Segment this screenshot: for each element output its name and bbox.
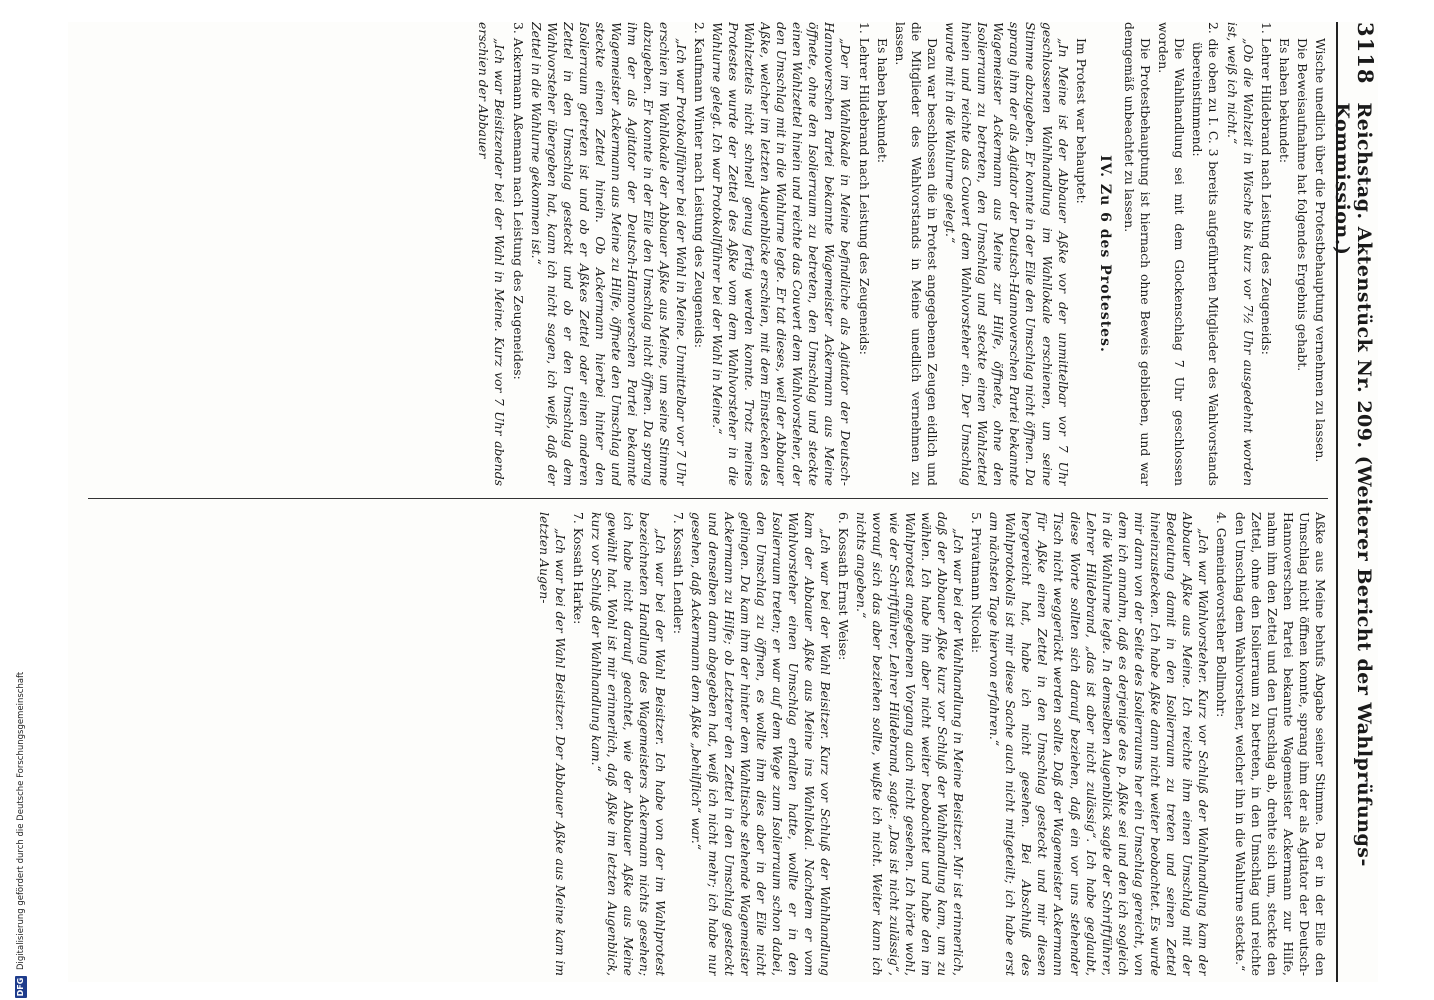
paragraph: Die Protestbehauptung ist hiernach ohne Beweis geblieben, und war demgemäß unbeachtet zu lassen. bbox=[1121, 22, 1154, 486]
section-heading: IV. Zu 6 des Protestes. bbox=[1096, 155, 1113, 353]
numbered-item: 5. Privatmann Nicolai: bbox=[969, 512, 985, 654]
right-column bbox=[78, 512, 1328, 976]
dfg-logo-icon: DFG bbox=[16, 977, 25, 997]
numbered-item: 2. die oben zu I. C. 3 bereits aufgeführten Mitglieder des Wahlvorstands übereinstimmend: bbox=[1190, 22, 1222, 486]
paragraph: Es haben bekundet: bbox=[1276, 38, 1292, 164]
numbered-item: 6. Kossath Ernst Weise: bbox=[836, 512, 852, 661]
quote: „Ich war bei der Wahl Beisitzer. Kurz vor Schluß der Wahlhandlung kam der Abbauer Aßke aus Meine ins Wahllokal. Nachdem er vom Wahlvorsteher einen Umschlag erhalten hatte, wollte er in den Isolierraum treten; er war auf dem Wege zum Isolierraum schon dabei, den Umschlag zu öffnen, es wollte ihm dies aber in der Eile nicht gelingen. Da kam ihm der hinter dem Wahltische stehende Wagemeister Ackermann zu Hilfe; ob Letzterer den Zettel in den Umschlag gesteckt und denselben dann abgegeben hat, weiß ich nicht mehr; ich habe nur gesehen, daß Ackermann dem Aßke „behilflich“ war.“ bbox=[689, 512, 834, 976]
quote: „Ich war bei der Wahl Beisitzer. Ich habe von der im Wahlprotest bezeichneten Handlung des Wagemeisters Ackermann nichts gesehen; ich habe nicht darauf geachtet, wie der Abbauer Aßke aus Meine gewählt hat. Wohl ist mir erinnerlich, daß Aßke im letzten Augenblick, kurz vor Schluß der Wahlhandlung kam.“ bbox=[588, 512, 669, 976]
numbered-item: 7. Kossath Harke: bbox=[570, 512, 586, 625]
numbered-item: 4. Gemeindevorsteher Bollmohr: bbox=[1214, 512, 1230, 718]
numbered-item: 1. Lehrer Hildebrand nach Leistung des Zeugeneids: bbox=[1258, 22, 1274, 355]
numbered-item: 1. Lehrer Hildebrand nach Leistung des Zeugeneids: bbox=[856, 22, 872, 355]
column-divider bbox=[88, 498, 1328, 499]
quote: „Ich war Beisitzender bei der Wahl in Meine. Kurz vor 7 Uhr abends erschien der Abbauer bbox=[476, 22, 508, 486]
paragraph: Dazu war beschlossen die in Protest angegebenen Zeugen eidlich und die Mitglieder des Wahlvorstands in Meine unedlich vernehmen zu lassen. bbox=[892, 22, 940, 486]
numbered-item: 7. Kossath Lendler: bbox=[671, 512, 687, 635]
page-title: Reichstag. Aktenstück Nr. 209. (Weiterer Bericht der Wahlprüfungs-Kommission.) bbox=[1331, 102, 1375, 867]
page-number: 3118 bbox=[1353, 22, 1378, 85]
paragraph: Die Beweisaufnahme hat folgendes Ergebnis gehabt. bbox=[1294, 38, 1310, 372]
paragraph: Die Wahlhandlung sei mit dem Glockenschlag 7 Uhr geschlossen worden. bbox=[1156, 22, 1188, 486]
document-page bbox=[68, 22, 1378, 982]
quote: „Der im Wahllokale in Meine befindliche als Agitator der Deutsch-Hannoverschen Partei bekannte Wagemeister Ackermann aus Meine öffnete, ohne den Isolierraum zu betreten, den Umschlag und steckte einen Wahlzettel hinein und reichte das Couvert dem Wahlvorsteher, der den Umschlag mit in die Wahlurne legte. Er tat dieses, weil der Abbauer Aßke, welcher im letzten Augenblicke erschien, mit dem Einstecken des Wahlzettels nicht schnell genug fertig werden konnte. Trotz meines Protestes wurde der Zettel des Aßke vom dem Wahlvorsteher in die Wahlurne gelegt. Ich war Protokollführer bei der Wahl in Meine.“ bbox=[709, 22, 854, 486]
quote: „In Meine ist der Abbauer Aßke vor der unmittelbar vor 7 Uhr geschlossenen Wahlhandlung im Wahllokale erschienen, um seine Stimme abzugeben. Er konnte in der Eile den Umschlag nicht öffnen. Da sprang ihm der als Agitator der Deutsch-Hannoverschen Partei bekannte Wagemeister Ackermann aus Meine zur Hilfe, öffnete, ohne den Isolierraum zu betreten, den Umschlag und steckte einen Wahlzettel hinein und reichte das Couvert dem Wahlvorsteher ein. Der Umschlag wurde mit in die Wahlurne gelegt.“ bbox=[943, 22, 1071, 486]
quote: „Ich war Wahlvorsteher. Kurz vor Schluß der Wahlhandlung kam der Abbauer Aßke aus Meine. Ich reichte ihm einen Umschlag mit der Bedeutung damit in den Isolierraum zu treten und seinen Zettel hineinzustecken. Ich habe Aßke dann nicht weiter beobachtet. Es wurde mir dann von der Seite des Isolierraums her ein Umschlag gereicht, von dem ich annahm, daß es derjenige des p. Aßke sei und den ich sogleich in die Wahlurne legte. In demselben Augenblick sagte der Schriftführer, Lehrer Hildebrand, „das ist aber nicht zulässig“. Ich habe geglaubt, diese Worte sollten sich darauf beziehen, daß ein vor uns stehender Tisch nicht weggerückt werden sollte. Daß der Wagemeister Ackermann für Aßke einen Zettel in den Umschlag gesteckt und mir diesen hergereicht hat, habe ich nicht gesehen. Bei Abschluß des Wahlprotokolls ist mir diese Sache auch nicht mitgeteilt; ich habe erst am nächsten Tage hiervon erfahren.“ bbox=[987, 512, 1212, 976]
quote: „Ich war Protokollführer bei der Wahl in Meine. Unmittelbar vor 7 Uhr erschien im Wahllokale der Abbauer Aßke aus Meine, um seine Stimme abzugeben. Er konnte in der Eile den Umschlag nicht öffnen. Da sprang ihm der als Agitator der Deutsch-Hannoverschen Partei bekannte Wagemeister Ackermann aus Meine zu Hilfe, öffnete den Umschlag und steckte einen Zettel hinein. Ob Ackermann hierbei hinter den Isolierraum getreten ist und ob er Aßkes Zettel oder einen anderen Zettel in den Umschlag gesteckt und ob er den Umschlag dem Wahlvorsteher übergeben hat, kann ich nicht sagen, ich weiß, daß der Zettel in die Wahlurne gekommen ist.“ bbox=[528, 22, 689, 486]
paragraph: Es haben bekundet: bbox=[874, 38, 890, 164]
quote: „Ob die Wahlzeit in Wische bis kurz vor 7½ Uhr ausgedehnt worden ist, weiß ich nicht.“ bbox=[1224, 22, 1256, 486]
paragraph: Aßke aus Meine behufs Abgabe seiner Stimme. Da er in der Eile den Umschlag nicht öffnen konnte, sprang ihm der als Agitator der Deutsch-Hannoverschen Partei bekannte Wagemeister Ackermann zur Hilfe, nahm ihm den Zettel und den Umschlag ab, drehte sich um, steckte den Zettel, ohne den Isolierraum zu betreten, in den Umschlag und reichte den Umschlag dem Wahlvorsteher, welcher ihn in die Wahlurne steckte.“ bbox=[1232, 512, 1328, 976]
left-column bbox=[78, 22, 1328, 486]
footer-text: Digitalisierung gefördert durch die Deutsche Forschungsgemeinschaft bbox=[16, 671, 26, 970]
quote: „Ich war bei der Wahl Beisitzer. Der Abbauer Aßke aus Meine kam im letzten Augen- bbox=[536, 512, 568, 976]
quote: „Ich war bei der Wahlhandlung in Meine Beisitzer. Mir ist erinnerlich, daß der Abbauer Aßke kurz vor Schluß der Wahlhandlung kam, um zu wählen. Ich habe ihn aber nicht weiter beobachtet und habe den im Wahlprotest angegebenen Vorgang auch nicht gesehen. Ich hörte wohl, wie der Schriftführer, Lehrer Hildebrand, sagte: „Das ist nicht zulässig“, worauf sich das aber beziehen sollte, wußte ich nicht. Weiter kann ich nichts angeben.“ bbox=[854, 512, 966, 976]
numbered-item: 3. Ackermann Aßemann nach Leistung des Zeugeneides: bbox=[510, 22, 526, 380]
numbered-item: 2. Kaufmann Winter nach Leistung des Zeugeneids: bbox=[691, 22, 707, 349]
paragraph: Wische unedlich über die Protestbehauptung vernehmen zu lassen. bbox=[1313, 38, 1328, 463]
page-header bbox=[1331, 22, 1378, 982]
digitization-footer bbox=[14, 0, 28, 998]
paragraph: Im Protest war behauptet: bbox=[1073, 38, 1089, 204]
